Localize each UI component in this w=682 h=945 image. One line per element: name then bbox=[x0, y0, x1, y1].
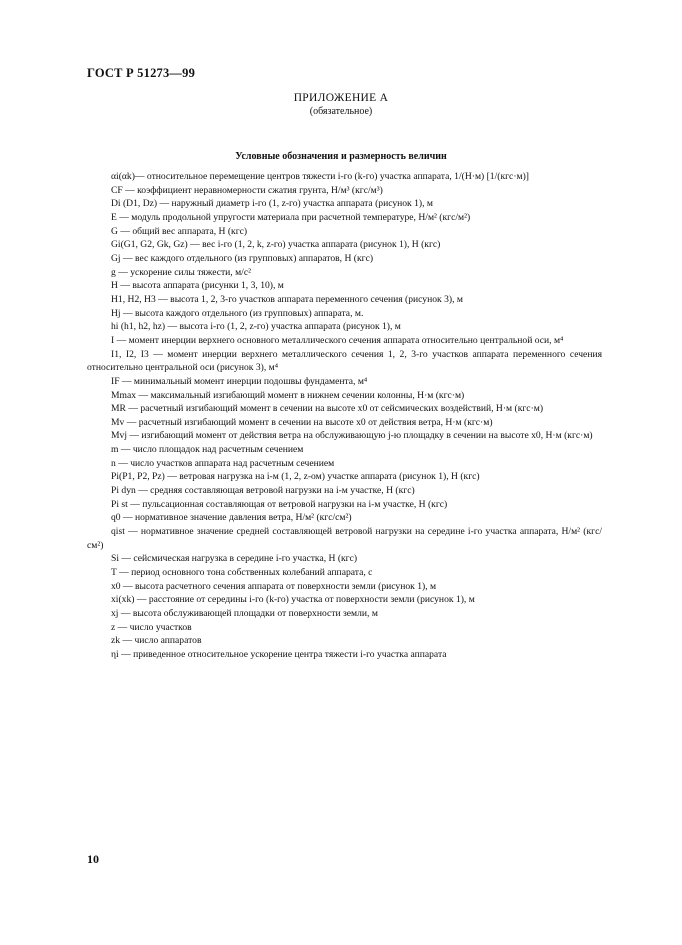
definition-item: G — общий вес аппарата, Н (кгс) bbox=[111, 225, 248, 237]
definition-item: x0 — высота расчетного сечения аппарата от поверхности земли (рисунок 1), м bbox=[111, 580, 437, 592]
definition-item: Gj — вес каждого отдельного (из групповых) аппаратов, Н (кгс) bbox=[111, 252, 374, 264]
definition-item: CF — коэффициент неравномерности сжатия грунта, Н/м³ (кгс/м³) bbox=[111, 184, 383, 196]
definition-item: Mvj — изгибающий момент от действия ветра на обслуживающую j-ю площадку в сечении на высоте x0, Н·м (кгс·м) bbox=[111, 430, 593, 442]
definition-item: αi(αk)— относительное перемещение центров тяжести i-го (k-го) участка аппарата, 1/(Н·м) [1/(кгс·м)] bbox=[111, 171, 529, 182]
definition-item: m — число площадок над расчетным сечением bbox=[111, 444, 304, 456]
appendix-subtitle: (обязательное) bbox=[309, 106, 373, 117]
definition-item: E — модуль продольной упругости материала при расчетной температуре, Н/м² (кгс/м²) bbox=[111, 211, 471, 223]
definition-item: Pi(P1, P2, Pz) — ветровая нагрузка на i-м (1, 2, z-ом) участке аппарата (рисунок 1), Н (кгс) bbox=[111, 471, 480, 483]
definition-item: IF — минимальный момент инерции подошвы фундамента, м⁴ bbox=[111, 375, 368, 387]
definition-item: ηi — приведенное относительное ускорение центра тяжести i-го участка аппарата bbox=[111, 648, 447, 660]
page-number: 10 bbox=[87, 852, 99, 866]
definition-item: xj — высота обслуживающей площадки от поверхности земли, м bbox=[111, 608, 378, 619]
definition-item: I — момент инерции верхнего основного металлического сечения аппарата относительно центральной оси, м⁴ bbox=[111, 334, 564, 346]
definition-item: Si — сейсмическая нагрузка в середине i-го участка, Н (кгс) bbox=[111, 553, 358, 565]
definition-item: MR — расчетный изгибающий момент в сечении на высоте x0 от сейсмических воздействий, Н·м (кгс·м) bbox=[111, 403, 544, 415]
definition-item: zk — число аппаратов bbox=[111, 635, 202, 647]
definition-item: Gi(G1, G2, Gk, Gz) — вес i-го (1, 2, k, z-го) участка аппарата (рисунок 1), Н (кгс) bbox=[111, 239, 441, 251]
definition-item: Pi dyn — средняя составляющая ветровой нагрузки на i-м участке, Н (кгс) bbox=[111, 485, 415, 497]
definition-item: xi(xk) — расстояние от середины i-го (k-го) участка от поверхности земли (рисунок 1), м bbox=[111, 594, 475, 606]
definition-item: T — период основного тона собственных колебаний аппарата, с bbox=[111, 567, 373, 579]
appendix-title: ПРИЛОЖЕНИЕ А bbox=[293, 92, 389, 104]
section-title: Условные обозначения и размерность величин bbox=[235, 151, 447, 162]
definitions-list bbox=[87, 170, 602, 662]
definition-item: Di (D1, Dz) — наружный диаметр i-го (1, z-го) участка аппарата (рисунок 1), м bbox=[111, 198, 433, 210]
definition-item: Hj — высота каждого отдельного (из групповых) аппарата, м. bbox=[111, 307, 364, 319]
definition-item: g — ускорение силы тяжести, м/с² bbox=[111, 266, 251, 278]
definition-item: z — число участков bbox=[111, 621, 192, 633]
definition-item: I1, I2, I3 — момент инерции верхнего металлического сечения 1, 2, 3-го участков аппарата переменного сечения относительно центральной оси (рисунок 3), м⁴ bbox=[87, 348, 602, 374]
definition-item: Mv — расчетный изгибающий момент в сечении на высоте x0 от действия ветра, Н·м (кгс·м) bbox=[111, 416, 493, 428]
definition-item: Pi st — пульсационная составляющая от ветровой нагрузки на i-м участке, Н (кгс) bbox=[111, 498, 448, 510]
definition-item: H1, H2, H3 — высота 1, 2, 3-го участков аппарата переменного сечения (рисунок 3), м bbox=[111, 293, 463, 305]
definition-item: n — число участков аппарата над расчетным сечением bbox=[111, 457, 335, 469]
definition-item: Mmax — максимальный изгибающий момент в нижнем сечении колонны, Н·м (кгс·м) bbox=[111, 389, 465, 401]
definition-item: qist — нормативное значение средней составляющей ветровой нагрузки на середине i-го участка аппарата, Н/м² (кгс/см²) bbox=[87, 526, 602, 551]
definition-item: q0 — нормативное значение давления ветра, Н/м² (кгс/см²) bbox=[111, 512, 352, 524]
document-code: ГОСТ Р 51273—99 bbox=[87, 66, 196, 80]
definition-item: H — высота аппарата (рисунки 1, 3, 10), м bbox=[111, 280, 284, 292]
definition-item: hi (h1, h2, hz) — высота i-го (1, 2, z-го) участка аппарата (рисунок 1), м bbox=[111, 321, 401, 333]
